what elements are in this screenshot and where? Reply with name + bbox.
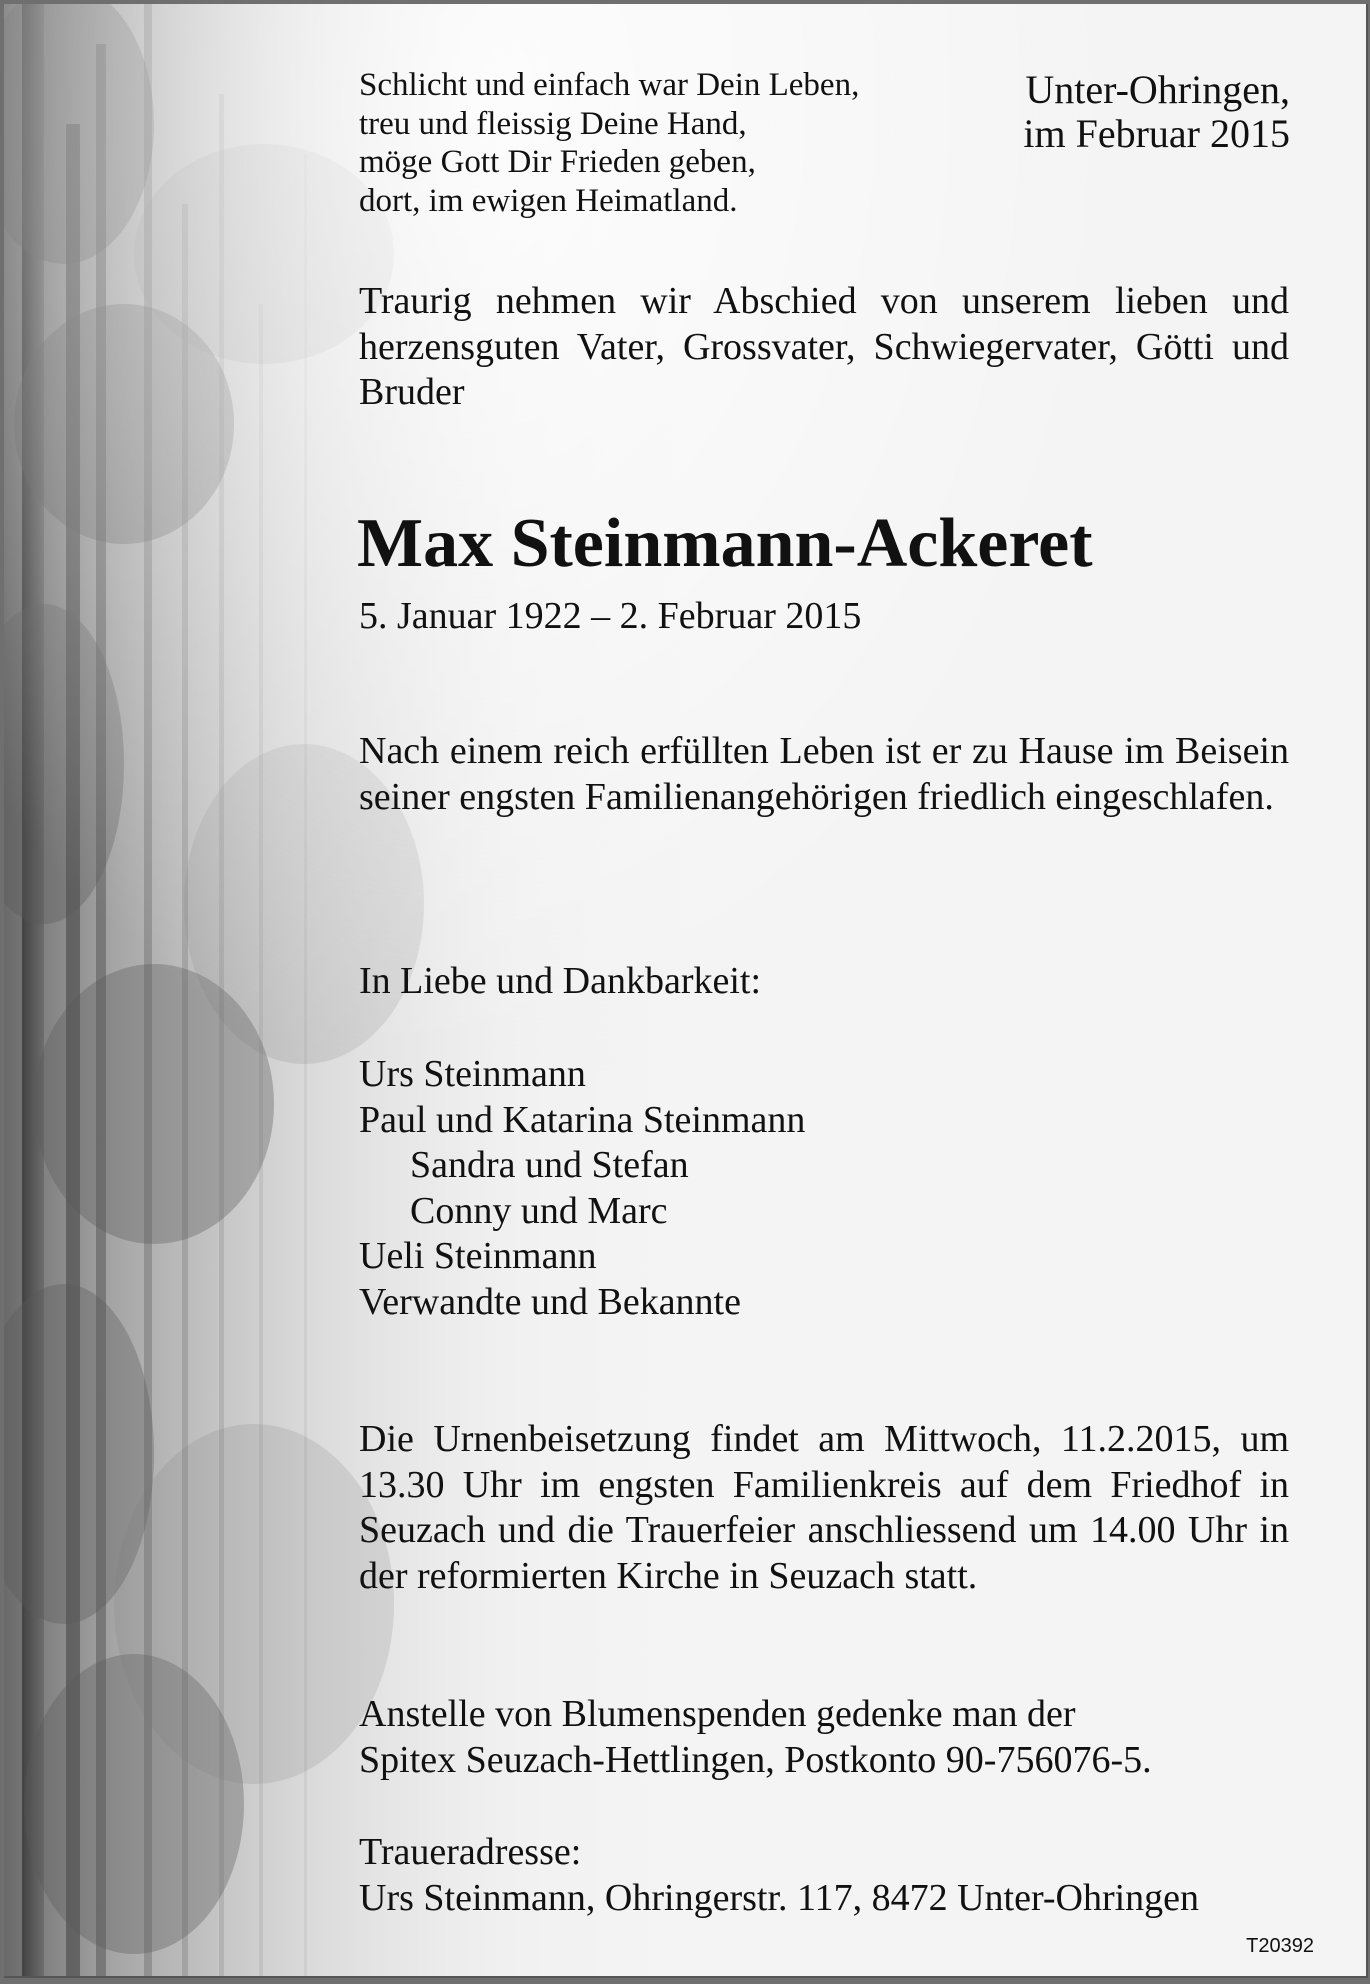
family-member: Sandra und Stefan bbox=[410, 1144, 689, 1186]
family-list bbox=[359, 1052, 805, 1325]
motto-line: treu und fleissig Deine Hand, bbox=[359, 105, 747, 142]
motto-verse bbox=[359, 66, 859, 220]
donation-line: Spitex Seuzach-Hettlingen, Postkonto 90-756076-5. bbox=[359, 1738, 1152, 1781]
family-member: Paul und Katarina Steinmann bbox=[359, 1098, 806, 1141]
family-member: Ueli Steinmann bbox=[359, 1235, 597, 1277]
donation-line: Anstelle von Blumenspenden gedenke man der bbox=[359, 1693, 1076, 1735]
deceased-name: Max Steinmann-Ackeret bbox=[357, 505, 1093, 582]
intro-text: Traurig nehmen wir Abschied von unserem lieben und herzensguten Vater, Grossvater, Schwiegervater, Götti und Bruder bbox=[359, 280, 1289, 413]
motto-line: möge Gott Dir Frieden geben, bbox=[359, 144, 756, 180]
place: Unter-Ohringen, bbox=[1025, 67, 1290, 112]
motto-line: Schlicht und einfach war Dein Leben, bbox=[359, 67, 860, 103]
donation-text bbox=[359, 1692, 1152, 1783]
date-line: im Februar 2015 bbox=[1023, 111, 1290, 156]
motto-line: dort, im ewigen Heimatland. bbox=[359, 182, 738, 219]
mourning-address bbox=[359, 1830, 1199, 1921]
thanks-heading: In Liebe und Dankbarkeit: bbox=[359, 960, 762, 1002]
obituary-page bbox=[4, 4, 1368, 1978]
reference-code: T20392 bbox=[1246, 1935, 1314, 1957]
address-value: Urs Steinmann, Ohringerstr. 117, 8472 Unter-Ohringen bbox=[359, 1876, 1200, 1919]
family-member: Urs Steinmann bbox=[359, 1053, 586, 1095]
place-and-date bbox=[1023, 68, 1290, 156]
death-text: Nach einem reich erfüllten Leben ist er zu Hause im Beisein seiner engsten Familienangehörigen friedlich eingeschlafen. bbox=[359, 730, 1289, 818]
family-member: Conny und Marc bbox=[410, 1189, 668, 1232]
address-label: Traueradresse: bbox=[359, 1831, 582, 1873]
family-member: Verwandte und Bekannte bbox=[359, 1280, 741, 1323]
ceremony-text: Die Urnenbeisetzung findet am Mittwoch, 11.2.2015, um 13.30 Uhr im engsten Familienkreis auf dem Friedhof in Seuzach und die Trauerfeier anschliessend um 14.00 Uhr in der reformierten Kirche in Seuzach statt. bbox=[359, 1418, 1289, 1597]
life-dates: 5. Januar 1922 – 2. Februar 2015 bbox=[359, 595, 862, 637]
